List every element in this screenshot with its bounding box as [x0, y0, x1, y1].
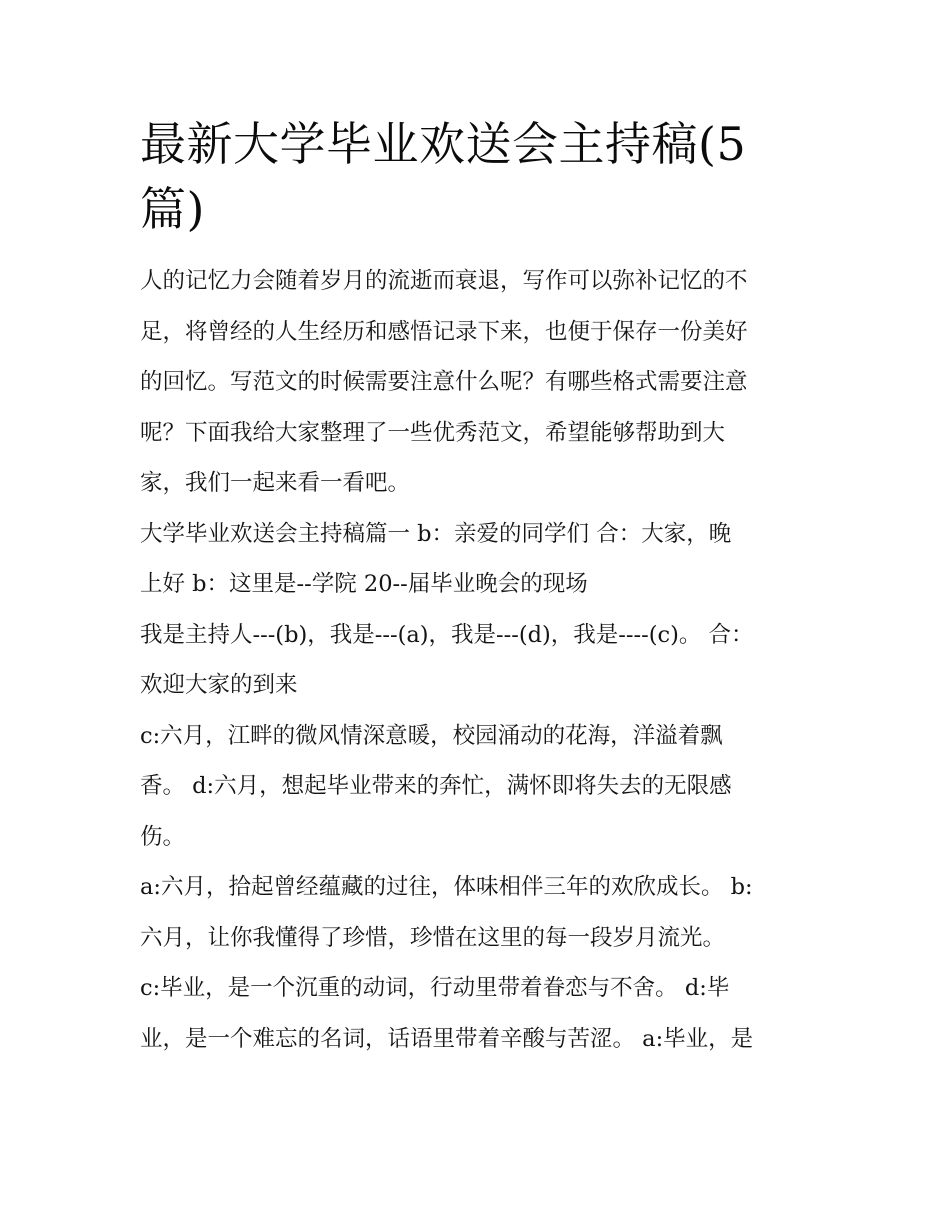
title-line: 最新大学毕业欢送会主持稿(5 — [140, 117, 747, 171]
intro-paragraph — [140, 256, 812, 509]
text-line: 欢迎大家的到来 — [140, 672, 298, 698]
text-line: 六月，让你我懂得了珍惜，珍惜在这里的每一段岁月流光。 — [140, 924, 726, 951]
text-line: 上好 b：这里是--学院 20--届毕业晚会的现场 — [140, 571, 588, 597]
body-paragraph — [140, 509, 812, 610]
text-line: c:毕业，是一个沉重的动词，行动里带着眷恋与不舍。 d:毕 — [140, 975, 730, 1001]
body-paragraph — [140, 610, 812, 711]
text-line: 家，我们一起来看一看吧。 — [140, 470, 411, 496]
text-line: 业，是一个难忘的名词，话语里带着辛酸与苦涩。 a:毕业，是 — [140, 1025, 754, 1052]
text-line: a:六月，拾起曾经蕴藏的过往，体味相伴三年的欢欣成长。 b: — [140, 874, 753, 900]
text-line: 伤。 — [140, 823, 186, 850]
text-line: c:六月，江畔的微风情深意暖，校园涌动的花海，洋溢着飘 — [140, 722, 723, 749]
text-line: 大学毕业欢送会主持稿篇一 b：亲爱的同学们 合：大家，晚 — [140, 520, 732, 547]
text-line: 的回忆。写范文的时候需要注意什么呢？有哪些格式需要注意 — [140, 369, 748, 395]
text-line: 呢？下面我给大家整理了一些优秀范文，希望能够帮助到大 — [140, 419, 726, 446]
document-content — [140, 112, 812, 1064]
text-line: 香。 d:六月，想起毕业带来的奔忙，满怀即将失去的无限感 — [140, 773, 732, 799]
document-title — [140, 112, 812, 242]
body-paragraph — [140, 711, 812, 863]
title-line: 篇) — [140, 182, 205, 236]
text-line: 我是主持人---(b)，我是---(a)，我是---(d)，我是----(c)。 合： — [140, 621, 754, 648]
body-paragraph — [140, 862, 812, 1064]
text-line: 足，将曾经的人生经历和感悟记录下来，也便于保存一份美好 — [140, 318, 748, 345]
text-line: 人的记忆力会随着岁月的流逝而衰退，写作可以弥补记忆的不 — [140, 268, 748, 294]
